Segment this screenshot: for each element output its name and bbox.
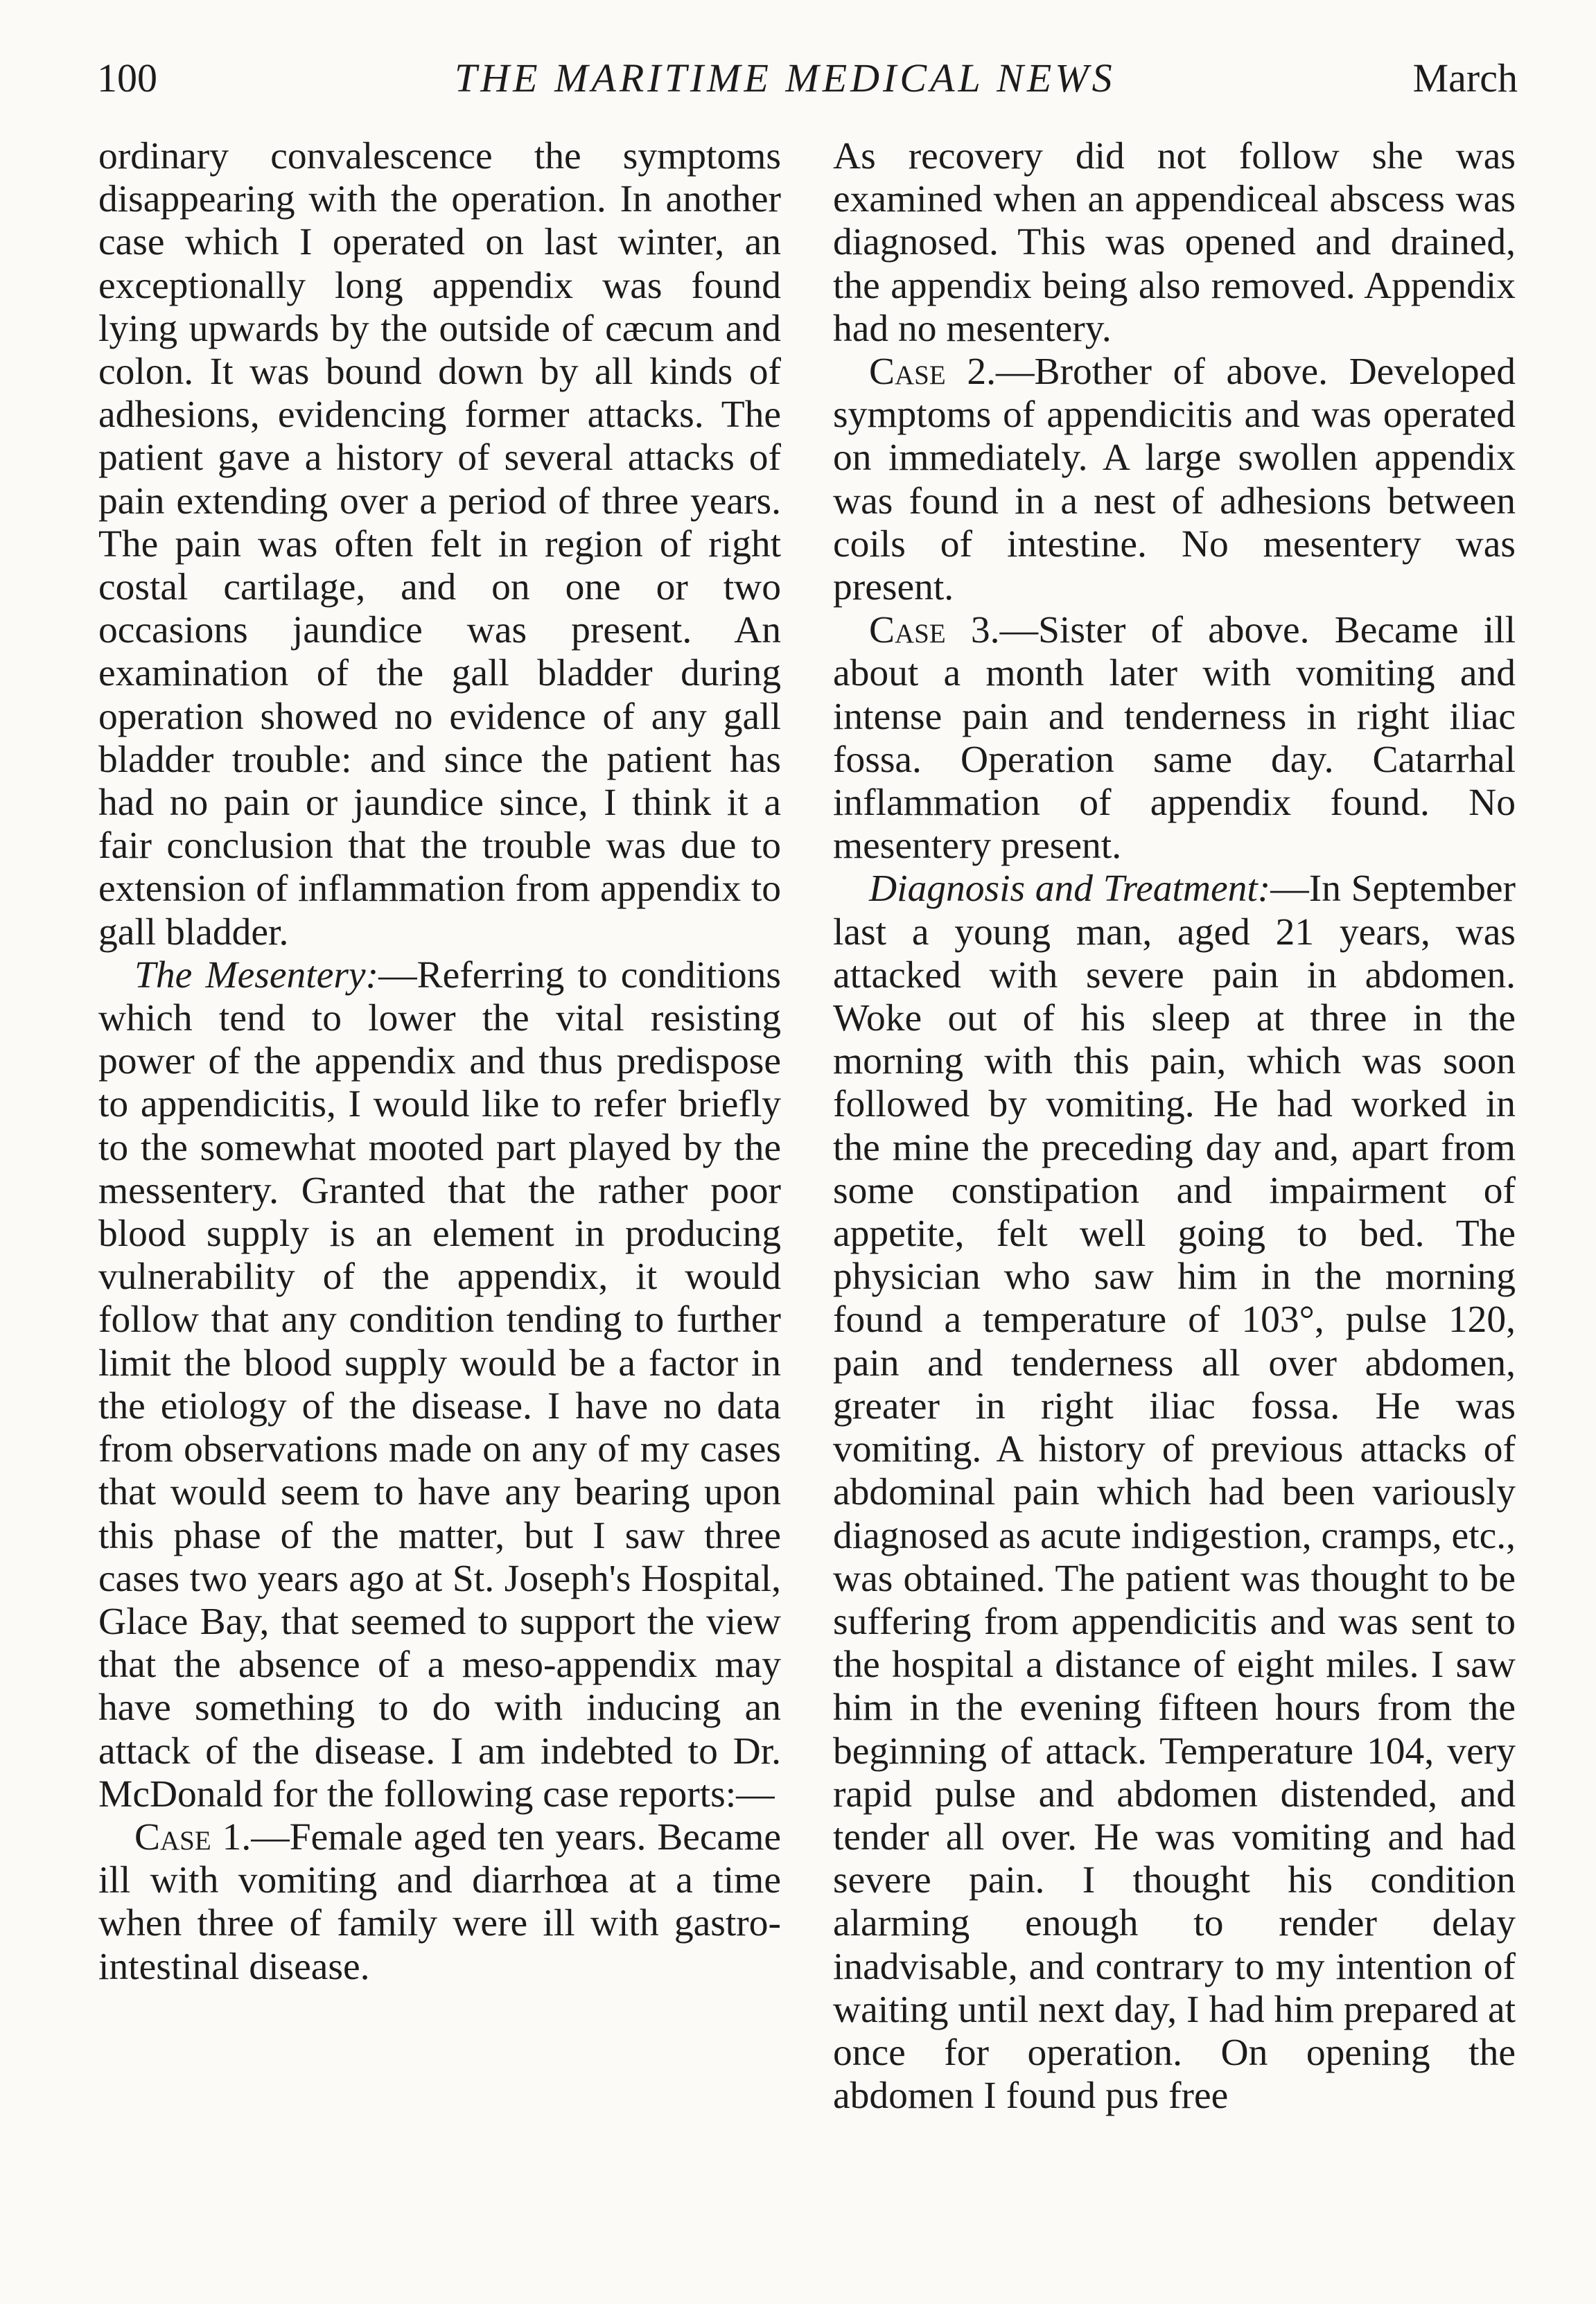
diagnosis-heading: Diagnosis and Treatment: bbox=[869, 868, 1271, 911]
case-1-text: —Female aged ten years. Became ill with vomiting and diarrhœa at a time when three of family were ill with gastro-intestinal disease. bbox=[98, 1815, 781, 1988]
case-1-label: Case 1. bbox=[134, 1815, 252, 1858]
case-3-text: —Sister of above. Became ill about a month later with vomiting and intense pain and tenderness in right iliac fossa. Operation same day. Catarrhal inflammation of appendix found. No mesentery present. bbox=[833, 609, 1516, 868]
page-number: 100 bbox=[97, 55, 157, 100]
diagnosis-paragraph bbox=[833, 868, 1516, 2118]
case-2-paragraph bbox=[833, 351, 1516, 609]
right-paragraph-1: As recovery did not follow she was examined when an appendiceal abscess was diagnosed. This was opened and drained, the appendix being also removed. Appendix had no mesentery. bbox=[833, 135, 1516, 350]
right-column bbox=[833, 135, 1516, 2118]
case-3-paragraph bbox=[833, 609, 1516, 868]
mesentery-paragraph bbox=[98, 954, 781, 1816]
journal-title: THE MARITIME MEDICAL NEWS bbox=[455, 55, 1116, 100]
case-2-label: Case 2. bbox=[869, 351, 996, 394]
running-head bbox=[97, 47, 1518, 109]
diagnosis-text: —In September last a young man, aged 21 years, was attacked with severe pain in abdomen. Woke out of his sleep at three in the morning with this pain, which was soon followed by vomiting. He had worked in the mine the preceding day and, apart from some constipation and impairment of appetite, felt well going to bed. The physician who saw him in the morning found a temperature of 103°, pulse 120, pain and tenderness all over abdomen, greater in right iliac fossa. He was vomiting. A history of previous attacks of abdominal pain which had been variously diagnosed as acute indigestion, cramps, etc., was obtained. The patient was thought to be suffering from appendicitis and was sent to the hospital a distance of eight miles. I saw him in the evening fifteen hours from the beginning of attack. Temperature 104, very rapid pulse and abdomen distended, and tender all over. He was vomiting and had severe pain. I thought his condition alarming enough to render delay inadvisable, and contrary to my intention of waiting until next day, I had him prepared at once for operation. On opening the abdomen I found pus free bbox=[833, 868, 1516, 2118]
left-paragraph-1: ordinary convalescence the symptoms disappearing with the operation. In another case which I operated on last winter, an exceptionally long appendix was found lying upwards by the outside of cæcum and colon. It was bound down by all kinds of adhesions, evidencing former attacks. The patient gave a history of several attacks of pain extending over a period of three years. The pain was often felt in region of right costal cartilage, and on one or two occasions jaundice was present. An examination of the gall bladder during operation showed no evidence of any gall bladder trouble: and since the patient has had no pain or jaundice since, I think it a fair conclusion that the trouble was due to extension of inflammation from appendix to gall bladder. bbox=[98, 135, 781, 953]
issue-month: March bbox=[1412, 55, 1518, 100]
mesentery-heading: The Mesentery: bbox=[134, 953, 379, 996]
case-2-text: —Brother of above. Developed symptoms of appendicitis and was operated on immediately. A large swollen appendix was found in a nest of adhesions between coils of intestine. No mesentery was present. bbox=[833, 351, 1516, 609]
case-1-paragraph bbox=[98, 1816, 781, 1989]
left-column bbox=[98, 135, 781, 1989]
case-3-label: Case 3. bbox=[869, 609, 1000, 652]
mesentery-text: —Referring to conditions which tend to lower the vital resisting power of the appendix and thus predispose to appendicitis, I would like to refer briefly to the somewhat mooted part played by the messentery. Granted that the rather poor blood supply is an element in producing vulnerability of the appendix, it would follow that any condition tending to further limit the blood supply would be a factor in the etiology of the disease. I have no data from observations made on any of my cases that would seem to have any bearing upon this phase of the matter, but I saw three cases two years ago at St. Joseph's Hospital, Glace Bay, that seemed to support the view that the absence of a meso-appendix may have something to do with inducing an attack of the disease. I am indebted to Dr. McDonald for the following case reports:— bbox=[98, 953, 781, 1815]
